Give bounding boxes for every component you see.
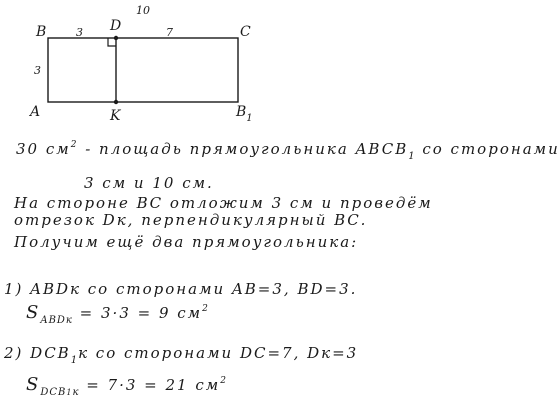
- measure-ab: 3: [34, 64, 41, 77]
- vertex-c-label: C: [240, 24, 251, 40]
- solution-line-3: На стороне ВС отложим 3 см и проведём: [14, 194, 433, 212]
- solution-line-1: 30 $см^2$ - площадь прямоугольника $ABCB_1$ со сторонами: [16, 140, 560, 162]
- vertex-k-label: K: [110, 108, 121, 124]
- vertex-a-label: A: [30, 104, 41, 120]
- item-2-statement: 2) $DCB_1к$ со сторонами DC=7, Dк=3: [4, 344, 359, 366]
- point-k: [114, 100, 118, 104]
- item-2-area: $S_{DCB1к} = 7\cdot 3 = 21$ $см^2$: [26, 374, 228, 398]
- solution-line-2: 3 см и 10 см.: [84, 174, 214, 192]
- item-1-area: $S_{ABDк} = 3\cdot 3 = 9$ $см^2$: [26, 302, 210, 326]
- measure-top-total: 10: [136, 4, 150, 17]
- measure-bd: 3: [76, 26, 83, 39]
- rectangle-abcb1: [48, 38, 238, 102]
- solution-line-4: отрезок Dк, перпендикулярный ВС.: [14, 211, 368, 229]
- solution-line-5: Получим ещё два прямоугольника:: [14, 233, 359, 251]
- vertex-b1-label: $B_1$: [236, 104, 254, 124]
- item-1-statement: 1) ABDк со сторонами AB=3, BD=3.: [4, 280, 358, 298]
- vertex-b-label: B: [36, 24, 47, 40]
- point-d: [114, 36, 118, 40]
- measure-dc: 7: [166, 26, 173, 39]
- vertex-d-label: D: [110, 18, 122, 34]
